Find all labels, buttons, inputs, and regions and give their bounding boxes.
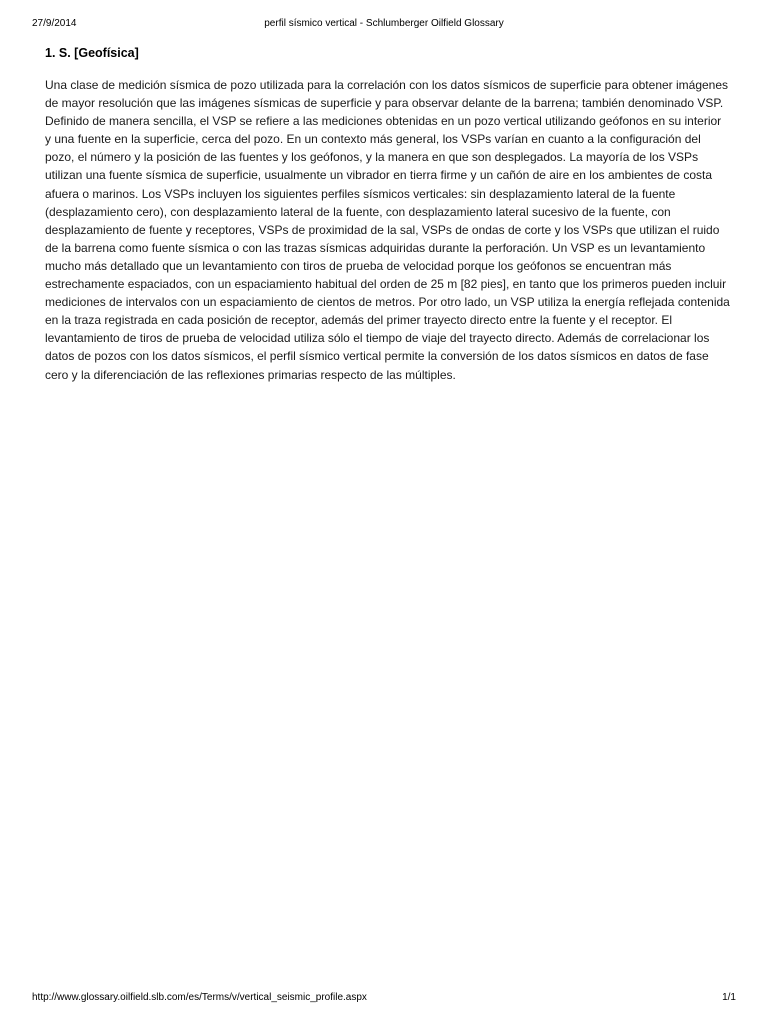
- print-footer: [32, 990, 736, 1006]
- entry-definition: Una clase de medición sísmica de pozo utilizada para la correlación con los datos sísmicos de superficie para obtener imágenes de mayor resolución que las imágenes sísmicas de superficie y para observar delante de la barrena; también denominado VSP. Definido de manera sencilla, el VSP se refiere a las mediciones obtenidas en un pozo vertical utilizando geófonos en su interior y una fuente en la superficie, cerca del pozo. En un contexto más general, los VSPs varían en cuanto a la configuración del pozo, el número y la posición de las fuentes y los geófonos, y la manera en que son desplegados. La mayoría de los VSPs utilizan una fuente sísmica de superficie, usualmente un vibrador en tierra firme y un cañón de aire en los ambientes de costa afuera o marinos. Los VSPs incluyen los siguientes perfiles sísmicos verticales: sin desplazamiento lateral de la fuente (desplazamiento cero), con desplazamiento lateral de la fuente, con desplazamiento lateral sucesivo de la fuente, con desplazamiento de fuente y receptores, VSPs de proximidad de la sal, VSPs de ondas de corte y los VSPs que utilizan el ruido de la barrena como fuente sísmica o con las trazas sísmicas adquiridas durante la perforación. Un VSP es un levantamiento mucho más detallado que un levantamiento con tiros de prueba de velocidad porque los geófonos se encuentran más estrechamente espaciados, con un espaciamiento habitual del orden de 25 m [82 pies], en tanto que los primeros pueden incluir mediciones de intervalos con un espaciamiento de cientos de metros. Por otro lado, un VSP utiliza la energía reflejada contenida en la traza registrada en cada posición de receptor, además del primer trayecto directo entre la fuente y el receptor. El levantamiento de tiros de prueba de velocidad utiliza sólo el tiempo de viaje del trayecto directo. Además de correlacionar los datos de pozos con los datos sísmicos, el perfil sísmico vertical permite la conversión de los datos sísmicos en datos de fase cero y la diferenciación de las reflexiones primarias respecto de las múltiples.: [45, 78, 730, 382]
- page-number: 1/1: [722, 992, 736, 1003]
- print-header: [32, 16, 736, 32]
- glossary-entry: [45, 44, 730, 384]
- print-title: perfil sísmico vertical - Schlumberger Oilfield Glossary: [264, 18, 504, 29]
- entry-heading: 1. S. [Geofísica]: [45, 46, 139, 60]
- print-date: 27/9/2014: [32, 18, 77, 29]
- page-url-link[interactable]: http://www.glossary.oilfield.slb.com/es/Terms/v/vertical_seismic_profile.aspx: [32, 992, 367, 1003]
